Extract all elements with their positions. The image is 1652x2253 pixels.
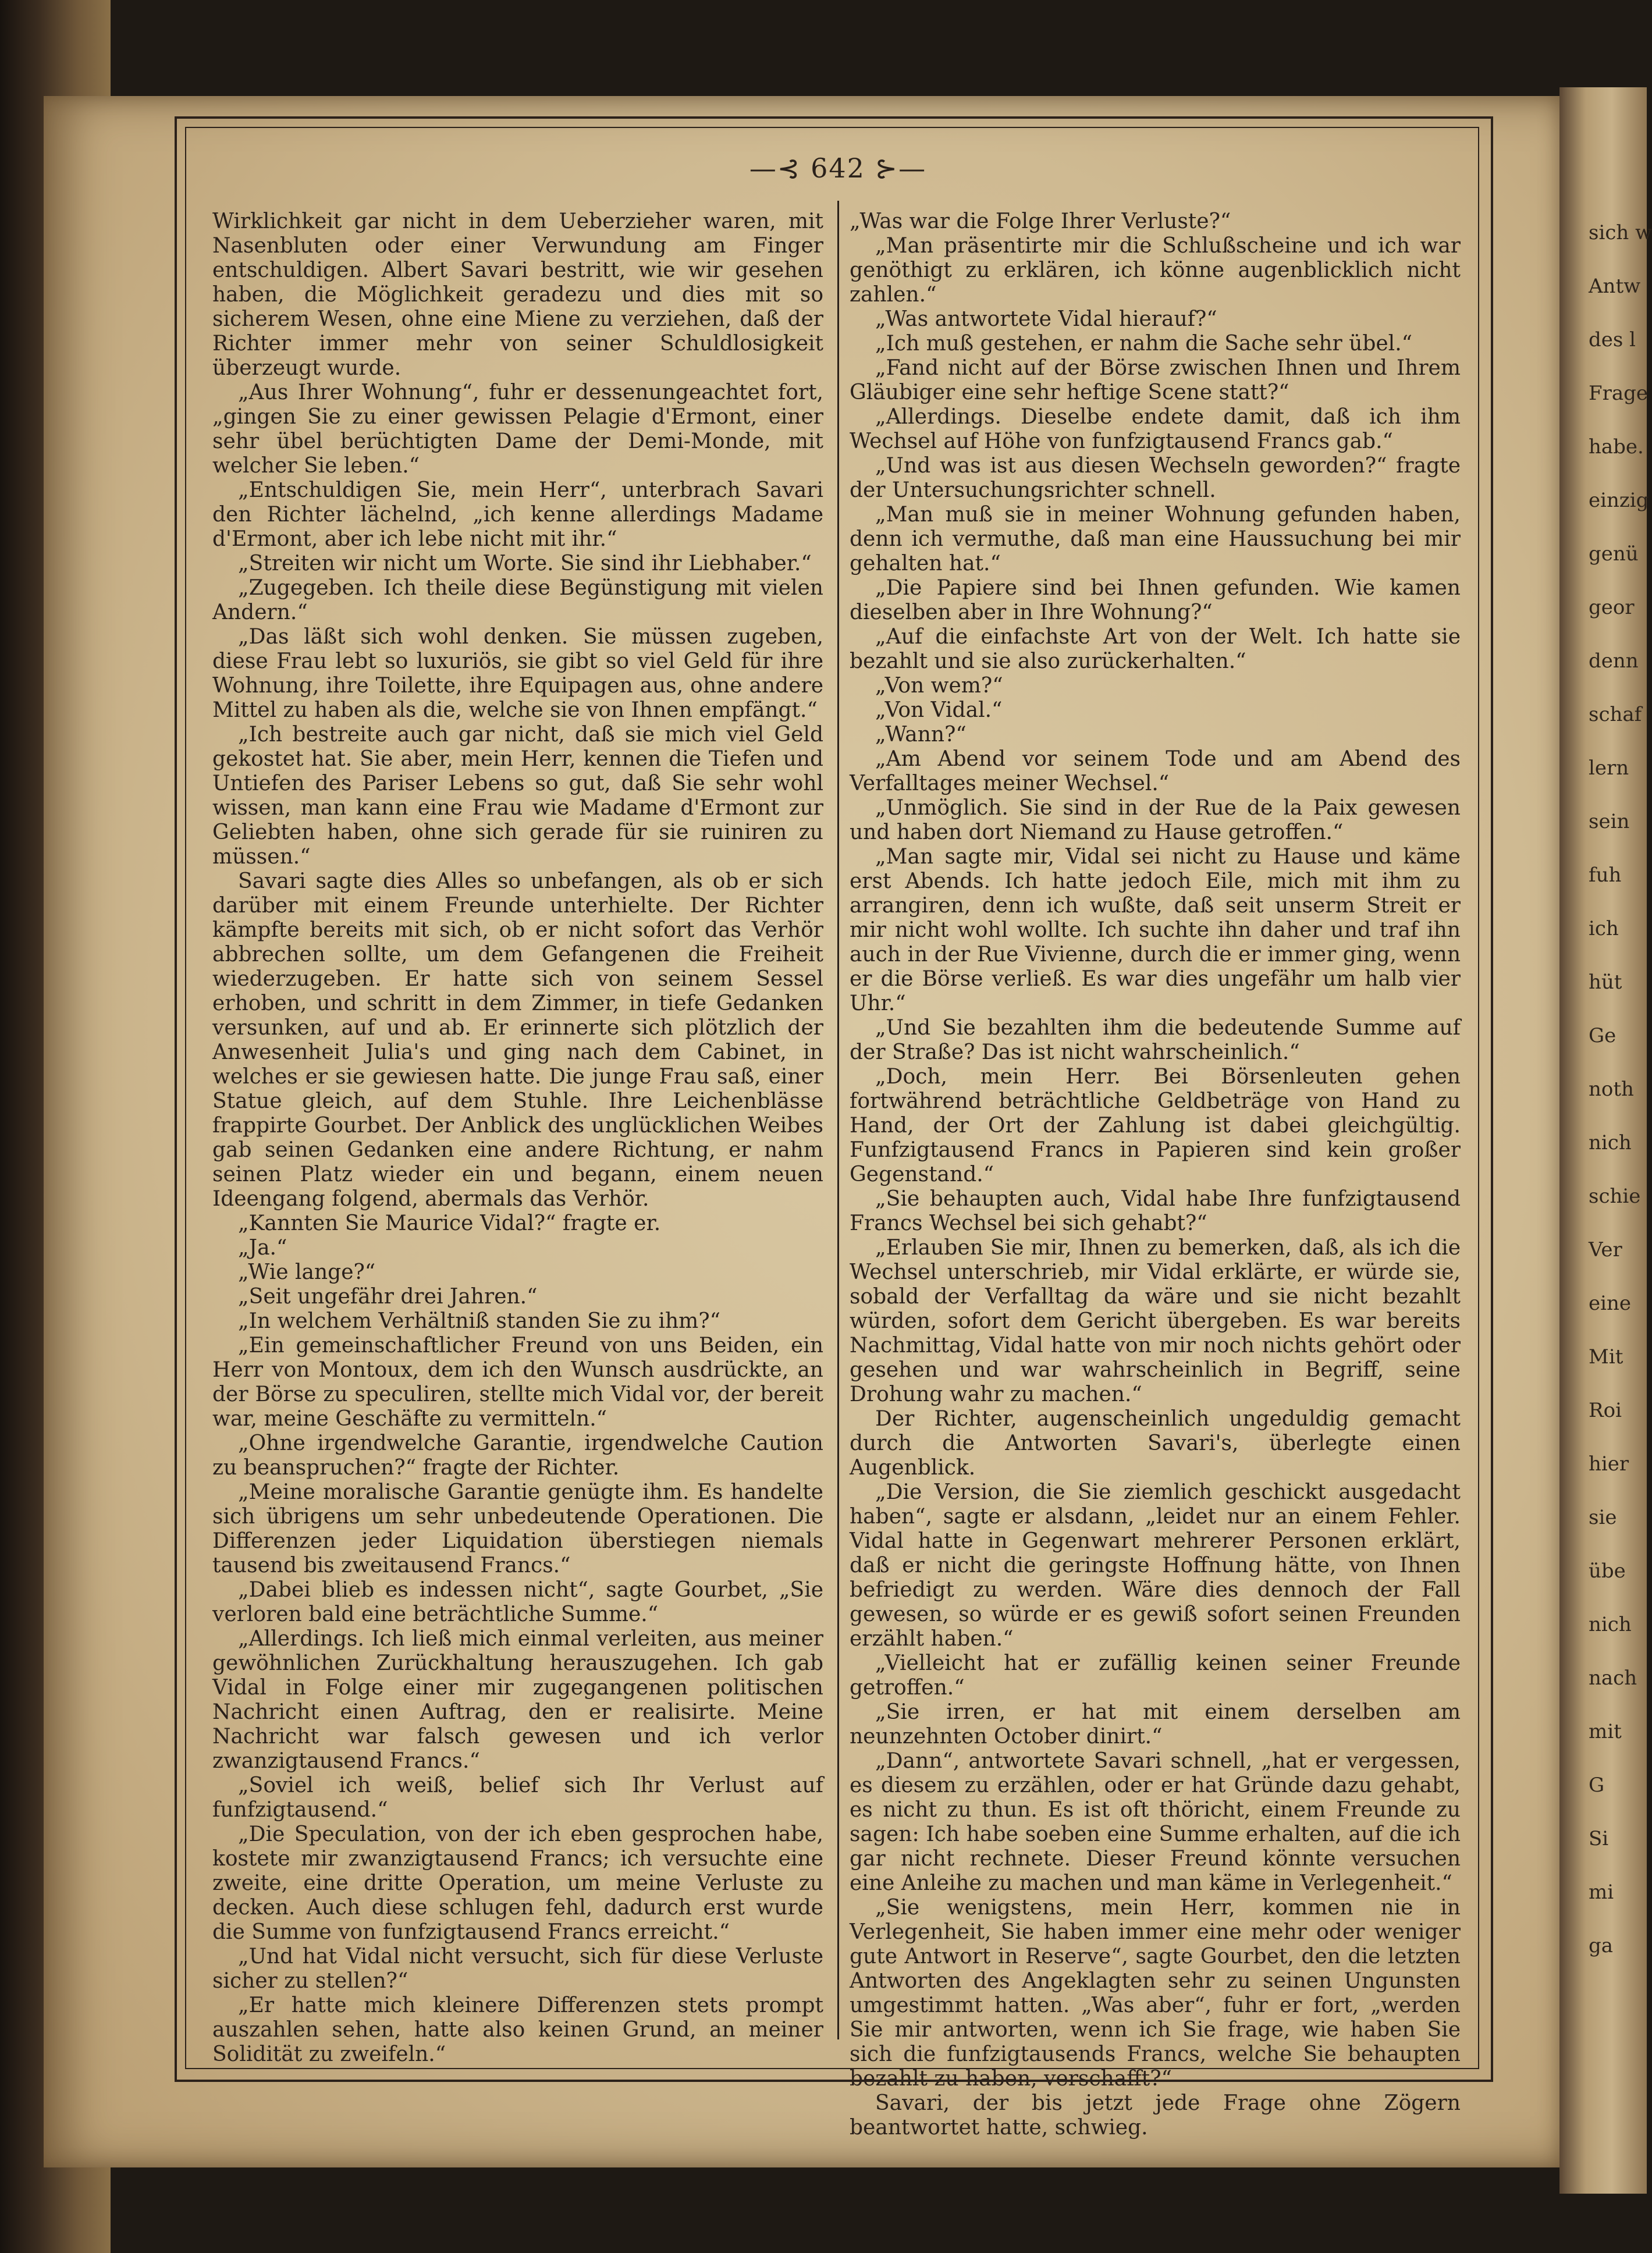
paragraph: „Meine moralische Garantie genügte ihm. Es handelte sich übrigens um sehr unbedeutende Operationen. Die Differenzen jeder Liquidation überstiegen niemals tausend bis zweitausend Francs.“: [212, 1480, 823, 1577]
next-page-fragment: schaf: [1589, 703, 1642, 726]
paragraph: „Allerdings. Ich ließ mich einmal verleiten, aus meiner gewöhnlichen Zurückhaltung herauszugehen. Ich gab Vidal in Folge einer mir zugegangenen politischen Nachricht einen Auftrag, den er realisirte. Meine Nachricht war falsch gewesen und ich verlor zwanzigtausend Francs.“: [212, 1627, 823, 1773]
paragraph: „Und Sie bezahlten ihm die bedeutende Summe auf der Straße? Das ist nicht wahrscheinlich.“: [850, 1016, 1461, 1064]
paragraph: „Auf die einfachste Art von der Welt. Ich hatte sie bezahlt und sie also zurückerhalten.“: [850, 625, 1461, 673]
next-page-fragment: einzig: [1589, 489, 1649, 512]
next-page-fragment: mit: [1589, 1720, 1622, 1743]
next-page-fragment: habe.: [1589, 435, 1644, 459]
paragraph: „Ein gemeinschaftlicher Freund von uns Beiden, ein Herr von Montoux, dem ich den Wunsch ausdrückte, an der Börse zu speculiren, stellte mich Vidal vor, der bereit war, meine Geschäfte zu vermitteln.“: [212, 1334, 823, 1431]
paragraph: „Zugegeben. Ich theile diese Begünstigung mit vielen Andern.“: [212, 576, 823, 624]
paragraph: „Die Papiere sind bei Ihnen gefunden. Wie kamen dieselben aber in Ihre Wohnung?“: [850, 576, 1461, 624]
next-page-fragment: geor: [1589, 596, 1635, 619]
next-page-fragment: nach: [1589, 1666, 1637, 1690]
next-page-fragment: übe: [1589, 1559, 1626, 1583]
next-page-fragment: Si: [1589, 1827, 1609, 1850]
paragraph: „Fand nicht auf der Börse zwischen Ihnen und Ihrem Gläubiger eine sehr heftige Scene statt?“: [850, 356, 1461, 404]
right-column: [850, 209, 1461, 2140]
next-page-fragment: mi: [1589, 1881, 1614, 1904]
paragraph: „Allerdings. Dieselbe endete damit, daß ich ihm Wechsel auf Höhe von funfzigtausend Francs gab.“: [850, 405, 1461, 453]
paragraph: „Erlauben Sie mir, Ihnen zu bemerken, daß, als ich die Wechsel unterschrieb, mir Vidal erklärte, er würde sie, sobald der Verfalltag da wäre und sie nicht bezahlt würden, sofort dem Gericht übergeben. Es war bereits Nachmittag, Vidal hatte von mir noch nichts gehört oder gesehen und war wahrscheinlich in Begriff, seine Drohung wahr zu machen.“: [850, 1236, 1461, 1406]
next-page-fragment: noth: [1589, 1078, 1634, 1101]
next-page-fragment: des l: [1589, 328, 1636, 351]
next-page-fragment: Mit: [1589, 1345, 1623, 1369]
paragraph: „Dabei blieb es indessen nicht“, sagte Gourbet, „Sie verloren bald eine beträchtliche Summe.“: [212, 1578, 823, 1626]
paragraph: „Die Version, die Sie ziemlich geschickt ausgedacht haben“, sagte er alsdann, „leidet nur an einem Fehler. Vidal hatte in Gegenwart mehrerer Personen erklärt, daß er nicht die geringste Hoffnung hätte, von Ihnen befriedigt zu werden. Wäre dies dennoch der Fall gewesen, so würde er es gewiß sofort seinen Freunden erzählt haben.“: [850, 1480, 1461, 1651]
page-number: 642: [811, 152, 865, 184]
next-page-fragment: ga: [1589, 1934, 1614, 1957]
paragraph: „Sie wenigstens, mein Herr, kommen nie in Verlegenheit, Sie haben immer eine mehr oder weniger gute Antwort in Reserve“, sagte Gourbet, den die letzten Antworten des Angeklagten sehr zu seinen Ungunsten umgestimmt hatten. „Was aber“, fuhr er fort, „werden Sie mir antworten, wenn ich Sie frage, wie haben Sie sich die funfzigtausends Francs, welche Sie behaupten bezahlt zu haben, verschafft?“: [850, 1896, 1461, 2091]
paragraph: „Ja.“: [238, 1236, 287, 1260]
paragraph: Der Richter, augenscheinlich ungeduldig gemacht durch die Antworten Savari's, überlegte einen Augenblick.: [850, 1407, 1461, 1480]
paragraph: „Was antwortete Vidal hierauf?“: [875, 307, 1217, 331]
next-page-fragment: nich: [1589, 1613, 1632, 1636]
next-page-fragment: sie: [1589, 1506, 1617, 1529]
next-page-fragment: Roi: [1589, 1399, 1622, 1422]
paragraph: „Man präsentirte mir die Schlußscheine und ich war genöthigt zu erklären, ich könne augenblicklich nicht zahlen.“: [850, 234, 1461, 307]
paragraph: „Unmöglich. Sie sind in der Rue de la Paix gewesen und haben dort Niemand zu Hause getroffen.“: [850, 796, 1461, 844]
column-divider: [837, 201, 839, 2039]
next-page-fragment: hüt: [1589, 971, 1622, 994]
paragraph: „Was war die Folge Ihrer Verluste?“: [850, 209, 1231, 233]
paragraph: „In welchem Verhältniß standen Sie zu ihm?“: [238, 1309, 721, 1333]
paragraph: „Entschuldigen Sie, mein Herr“, unterbrach Savari den Richter lächelnd, „ich kenne allerdings Madame d'Ermont, aber ich lebe nicht mit ihr.“: [212, 478, 823, 551]
next-page-fragment: sich w: [1589, 221, 1652, 244]
paragraph: „Vielleicht hat er zufällig keinen seiner Freunde getroffen.“: [850, 1651, 1461, 1700]
paragraph: „Man sagte mir, Vidal sei nicht zu Hause und käme erst Abends. Ich hatte jedoch Eile, mich mit ihm zu arrangiren, denn ich wußte, daß seit unserm Streit er mir nicht wohl wollte. Ich suchte ihn daher und traf ihn auch in der Rue Vivienne, durch die er immer ging, wenn er die Börse verließ. Es war dies ungefähr um halb vier Uhr.“: [850, 845, 1461, 1015]
next-page-fragment: Antw: [1589, 275, 1641, 298]
paragraph: „Wie lange?“: [238, 1260, 376, 1284]
next-page-fragment: denn: [1589, 649, 1639, 673]
paragraph: „Das läßt sich wohl denken. Sie müssen zugeben, diese Frau lebt so luxuriös, sie gibt so viel Geld für ihre Wohnung, ihre Toilette, ihre Equipagen aus, ohne andere Mittel zu haben als die, welche sie von Ihnen empfängt.“: [212, 625, 823, 722]
paragraph: „Seit ungefähr drei Jahren.“: [238, 1285, 538, 1309]
paragraph: „Kannten Sie Maurice Vidal?“ fragte er.: [238, 1211, 661, 1235]
next-page-edge: [1559, 87, 1652, 2194]
paragraph: „Ohne irgendwelche Garantie, irgendwelche Caution zu beanspruchen?“ fragte der Richter.: [212, 1431, 823, 1480]
paragraph: „Ich muß gestehen, er nahm die Sache sehr übel.“: [875, 332, 1413, 356]
paragraph: „Sie behaupten auch, Vidal habe Ihre funfzigtausend Francs Wechsel bei sich gehabt?“: [850, 1187, 1461, 1235]
paragraph: „Aus Ihrer Wohnung“, fuhr er dessenungeachtet fort, „gingen Sie zu einer gewissen Pelagie d'Ermont, einer sehr übel berüchtigten Dame der Demi-Monde, mit welcher Sie leben.“: [212, 381, 823, 478]
paragraph: „Er hatte mich kleinere Differenzen stets prompt auszahlen sehen, hatte also keinen Grund, an meiner Solidität zu zweifeln.“: [212, 1993, 823, 2066]
paragraph: „Und was ist aus diesen Wechseln geworden?“ fragte der Untersuchungsrichter schnell.: [850, 454, 1461, 502]
next-page-fragment: genü: [1589, 542, 1639, 566]
next-page-fragment: sein: [1589, 810, 1630, 833]
next-page-fragment: nich: [1589, 1131, 1632, 1154]
next-page-fragment: eine: [1589, 1292, 1632, 1315]
paragraph: „Wann?“: [875, 723, 967, 747]
paragraph: „Soviel ich weiß, belief sich Ihr Verlust auf funfzigtausend.“: [212, 1774, 823, 1822]
paragraph: Savari sagte dies Alles so unbefangen, als ob er sich darüber mit einem Freunde unterhielte. Der Richter kämpfte bereits mit sich, ob er nicht sofort das Verhör abbrechen sollte, um dem Gefangenen die Freiheit wiederzugeben. Er hatte sich von seinem Sessel erhoben, und schritt in dem Zimmer, in tiefe Gedanken versunken, auf und ab. Er erinnerte sich plötzlich der Anwesenheit Julia's und ging nach dem Cabinet, in welches er sie gewiesen hatte. Die junge Frau saß, einer Statue gleich, auf dem Stuhle. Ihre Leichenblässe frappirte Gourbet. Der Anblick des unglücklichen Weibes gab seinen Gedanken eine andere Richtung, er nahm seinen Platz wieder ein und begann, einem neuen Ideengang folgend, abermals das Verhör.: [212, 869, 823, 1211]
paragraph: Wirklichkeit gar nicht in dem Ueberzieher waren, mit Nasenbluten oder einer Verwundung am Finger entschuldigen. Albert Savari bestritt, wie wir gesehen haben, die Möglichkeit geradezu und dies mit so sicherem Wesen, ohne eine Miene zu verziehen, daß der Richter immer mehr von seiner Schuldlosigkeit überzeugt wurde.: [212, 209, 823, 380]
next-page-fragment: hier: [1589, 1452, 1629, 1476]
next-page-fragment: Frage: [1589, 382, 1648, 405]
next-page-fragment: Ver: [1589, 1238, 1622, 1261]
paragraph: „Am Abend vor seinem Tode und am Abend des Verfalltages meiner Wechsel.“: [850, 747, 1461, 795]
next-page-fragment: fuh: [1589, 863, 1622, 887]
paragraph: „Die Speculation, von der ich eben gesprochen habe, kostete mir zwanzigtausend Francs; ich versuchte eine zweite, eine dritte Operation, um meine Verluste zu decken. Auch diese schlugen fehl, dadurch erst wurde die Summe von funfzigtausend Francs erreicht.“: [212, 1822, 823, 1944]
next-page-fragment: Ge: [1589, 1024, 1617, 1047]
ornament-left: —⊰: [749, 152, 811, 184]
next-page-fragment: lern: [1589, 756, 1629, 780]
page-number-header: [698, 152, 978, 187]
paragraph: Savari, der bis jetzt jede Frage ohne Zögern beantwortet hatte, schwieg.: [850, 2091, 1461, 2140]
paragraph: „Von Vidal.“: [875, 698, 1003, 722]
ornament-right: ⊱—: [865, 152, 927, 184]
paragraph: „Sie irren, er hat mit einem derselben am neunzehnten October dinirt.“: [850, 1700, 1461, 1749]
next-page-fragment: schie: [1589, 1185, 1641, 1208]
paragraph: „Man muß sie in meiner Wohnung gefunden haben, denn ich vermuthe, daß man eine Haussuchung bei mir gehalten hat.“: [850, 503, 1461, 575]
paragraph: „Von wem?“: [875, 674, 1003, 698]
next-page-fragment: ich: [1589, 917, 1619, 940]
left-column: [212, 209, 823, 2066]
paragraph: „Dann“, antwortete Savari schnell, „hat er vergessen, es diesem zu erzählen, oder er hat Gründe dazu gehabt, es nicht zu thun. Es ist oft thöricht, einem Freunde zu sagen: Ich habe soeben eine Summe erhalten, auf die ich gar nicht rechnete. Dieser Freund könnte versuchen eine Anleihe zu machen und man käme in Verlegenheit.“: [850, 1749, 1461, 1895]
next-page-fragment: G: [1589, 1774, 1605, 1797]
paragraph: „Ich bestreite auch gar nicht, daß sie mich viel Geld gekostet hat. Sie aber, mein Herr, kennen die Tiefen und Untiefen des Pariser Lebens so gut, daß Sie sehr wohl wissen, man kann eine Frau wie Madame d'Ermont zur Geliebten haben, ohne sich gerade für sie ruiniren zu müssen.“: [212, 723, 823, 869]
paragraph: „Doch, mein Herr. Bei Börsenleuten gehen fortwährend beträchtliche Geldbeträge von Hand zu Hand, der Ort der Zahlung ist dabei gleichgültig. Funfzigtausend Francs in Papieren sind kein großer Gegenstand.“: [850, 1065, 1461, 1186]
paragraph: „Streiten wir nicht um Worte. Sie sind ihr Liebhaber.“: [238, 552, 812, 575]
paragraph: „Und hat Vidal nicht versucht, sich für diese Verluste sicher zu stellen?“: [212, 1945, 823, 1993]
